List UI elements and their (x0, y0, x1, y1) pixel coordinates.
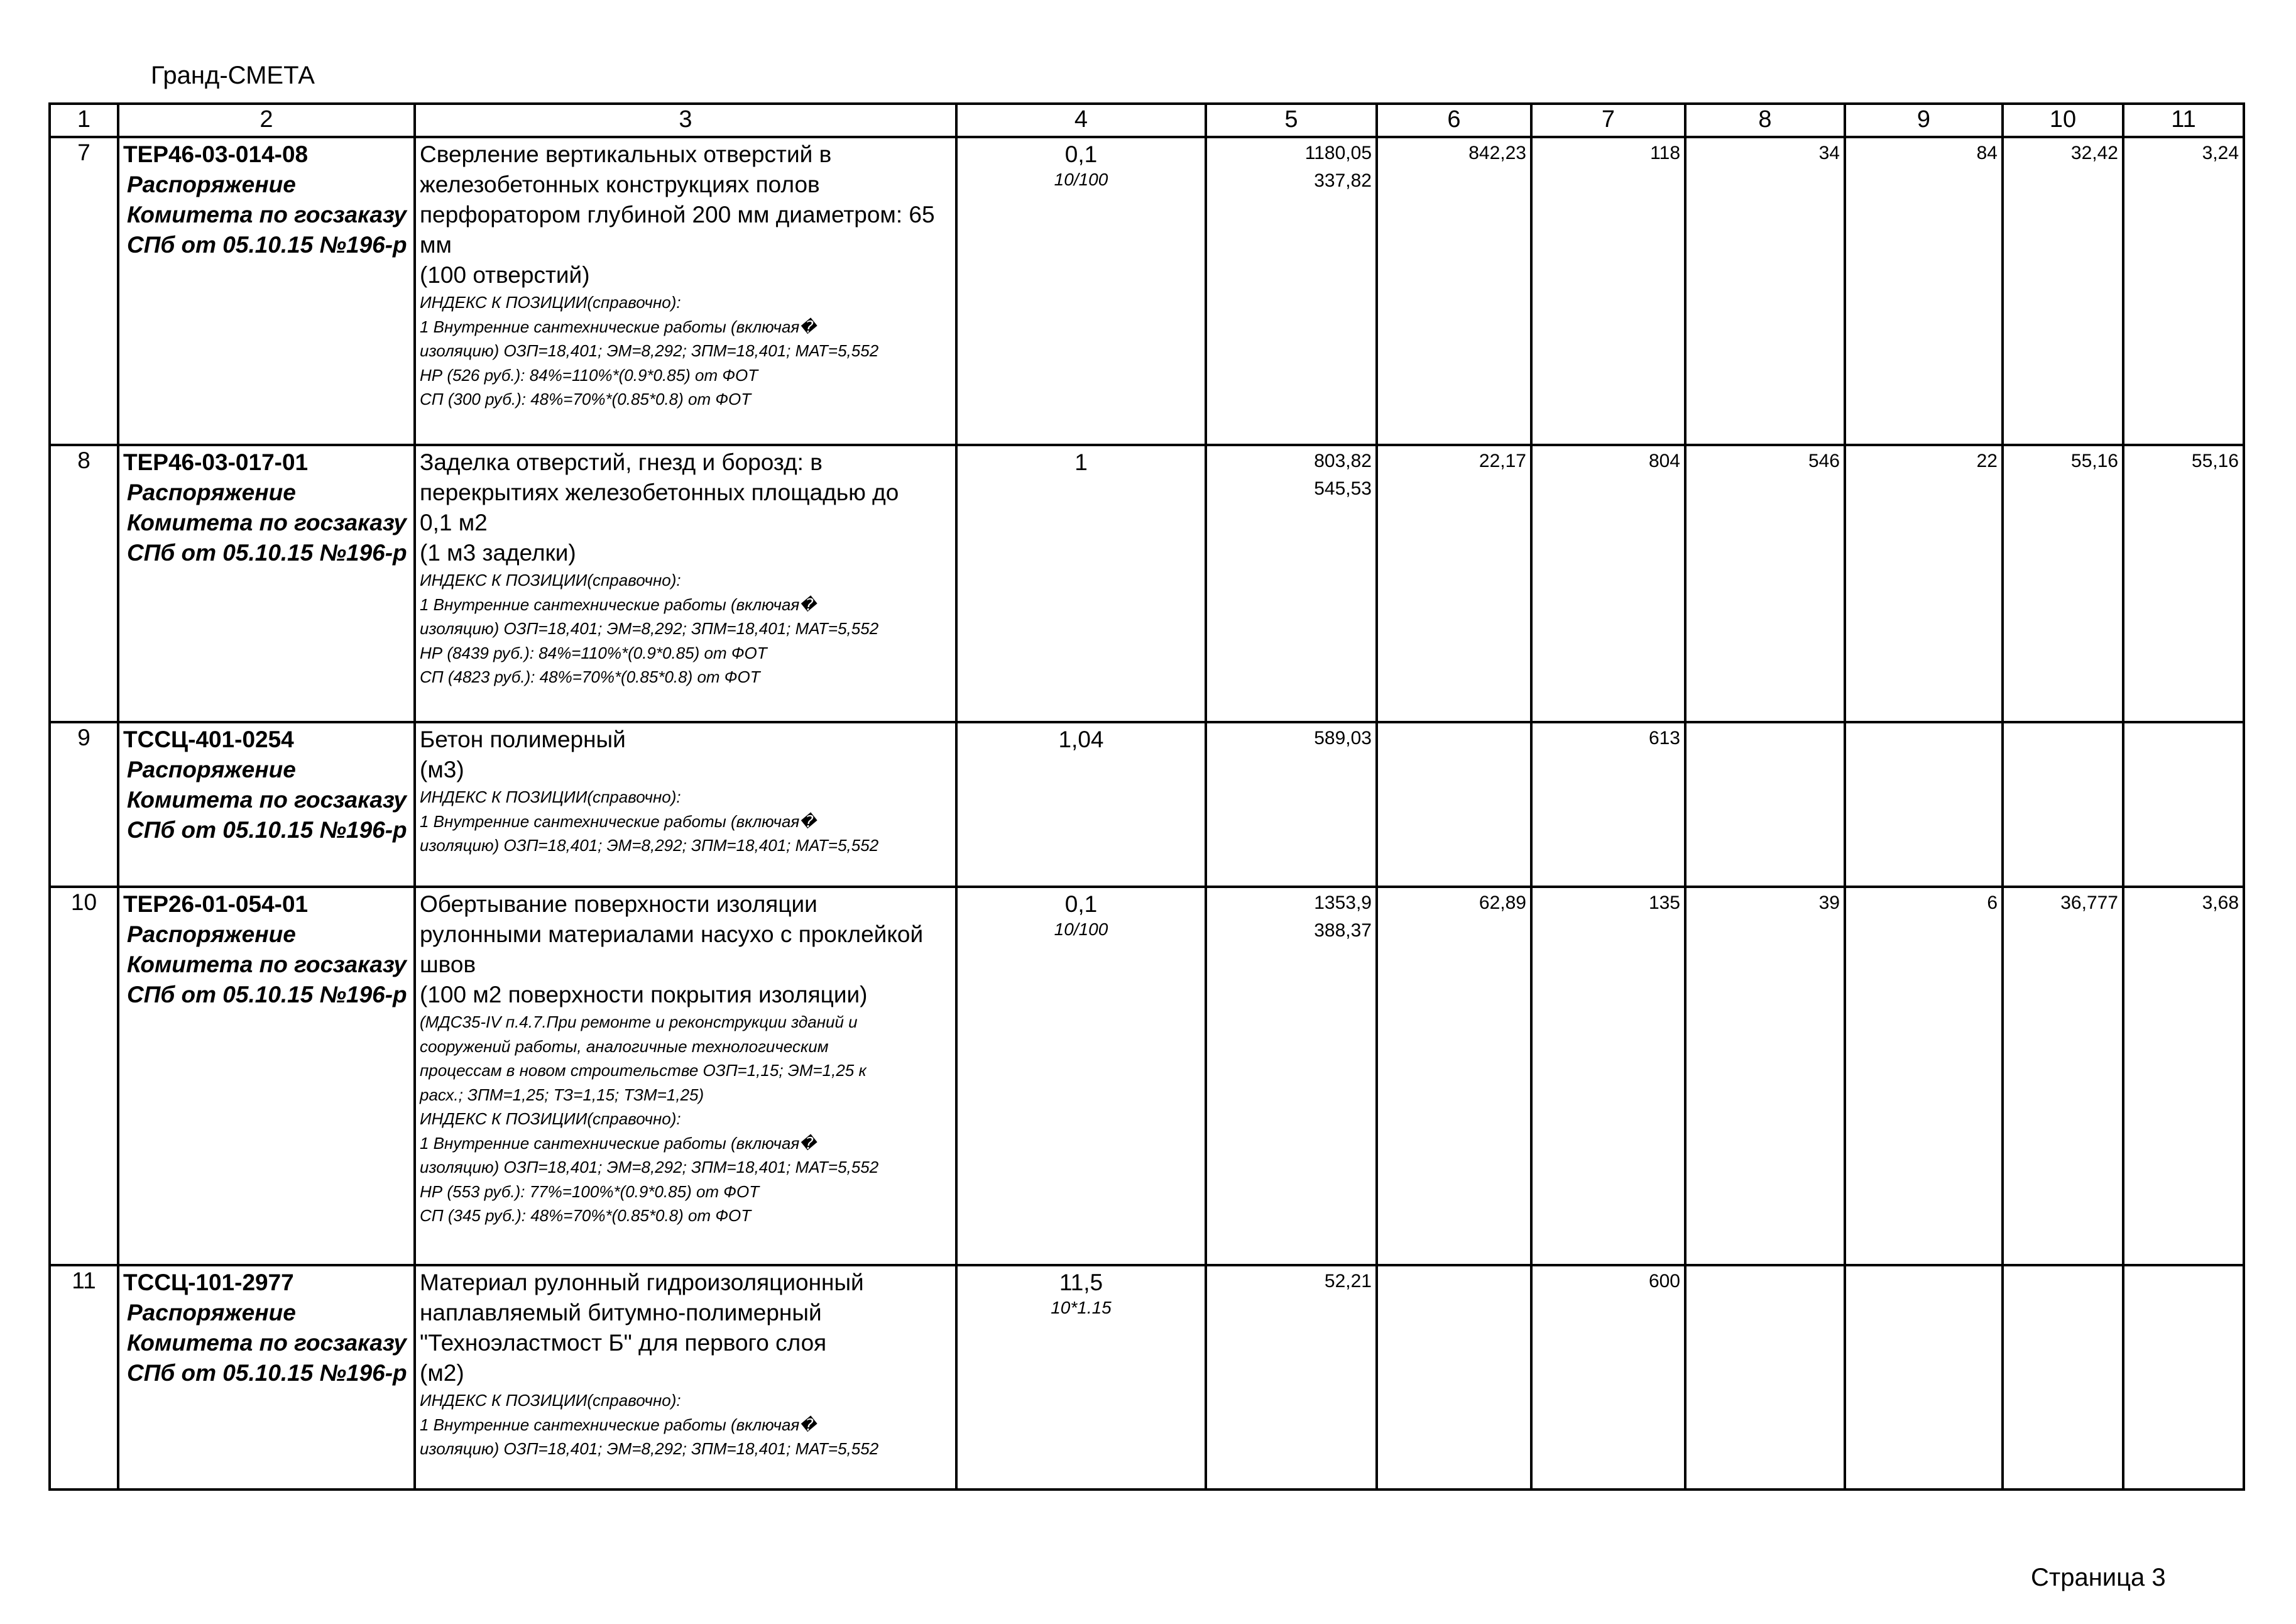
description-line: швов (420, 952, 476, 977)
unit-cost-cell (1206, 137, 1377, 445)
rate-code: ТЕР46-03-014-08 (123, 141, 309, 167)
value-c10: 36,777 (2003, 887, 2123, 1265)
description-line: (1 м3 заделки) (420, 540, 576, 566)
column-header: 10 (2003, 104, 2123, 137)
quantity: 1 (1074, 449, 1088, 475)
quantity: 1,04 (1058, 727, 1104, 752)
value-c11: 3,24 (2123, 137, 2244, 445)
value-c6 (1377, 722, 1531, 887)
description-line: Сверление вертикальных отверстий в (420, 141, 832, 167)
rate-code: ТЕР26-01-054-01 (123, 891, 309, 917)
index-note-line: изоляцию) ОЗП=18,401; ЭМ=8,292; ЗПМ=18,401; МАТ=5,552 (420, 836, 879, 855)
value-c9: 22 (1845, 445, 2003, 722)
index-note-line: изоляцию) ОЗП=18,401; ЭМ=8,292; ЗПМ=18,401; МАТ=5,552 (420, 619, 879, 638)
basis-line: СПб от 05.10.15 №196-р (127, 817, 407, 843)
quantity-formula: 10/100 (1054, 170, 1108, 189)
index-note-line: 1 Внутренние сантехнические работы (включая� (420, 811, 816, 831)
description-line: Материал рулонный гидроизоляционный (420, 1270, 864, 1295)
description-line: рулонными материалами насухо с проклейкой (420, 921, 924, 947)
value-c7: 613 (1531, 722, 1685, 887)
value-c7: 118 (1531, 137, 1685, 445)
value-c11 (2123, 1265, 2244, 1490)
table-row (50, 887, 2244, 1265)
basis-line: СПб от 05.10.15 №196-р (127, 1360, 407, 1386)
basis-line: Распоряжение (127, 1300, 296, 1325)
value-c11 (2123, 722, 2244, 887)
basis-line: Комитета по госзаказу (127, 202, 407, 228)
column-header: 3 (415, 104, 956, 137)
column-header: 9 (1845, 104, 2003, 137)
index-note-line: расх.; ЗПМ=1,25; ТЗ=1,15; ТЗМ=1,25) (420, 1085, 704, 1104)
index-note-line: 1 Внутренние сантехнические работы (включая� (420, 595, 816, 614)
unit-cost-value: 589,03 (1314, 728, 1372, 749)
value-c6: 842,23 (1377, 137, 1531, 445)
rate-code-cell (118, 137, 415, 445)
value-c7: 600 (1531, 1265, 1685, 1490)
value-c8: 39 (1685, 887, 1845, 1265)
unit-cost-cell (1206, 887, 1377, 1265)
value-c9: 6 (1845, 887, 2003, 1265)
description-line: (100 м2 поверхности покрытия изоляции) (420, 982, 868, 1007)
value-c6: 22,17 (1377, 445, 1531, 722)
column-header: 1 (50, 104, 118, 137)
description-line: Заделка отверстий, гнезд и борозд: в (420, 449, 823, 475)
app-title: Гранд-СМЕТА (151, 62, 315, 89)
column-header: 2 (118, 104, 415, 137)
quantity-cell (956, 1265, 1206, 1490)
value-c6 (1377, 1265, 1531, 1490)
index-note-line: изоляцию) ОЗП=18,401; ЭМ=8,292; ЗПМ=18,401; МАТ=5,552 (420, 341, 879, 360)
table-row (50, 1265, 2244, 1490)
description-line: наплавляемый битумно-полимерный (420, 1300, 822, 1325)
unit-cost-value: 388,37 (1314, 920, 1372, 941)
unit-cost-value: 1180,05 (1304, 143, 1372, 163)
value-c8: 34 (1685, 137, 1845, 445)
index-note-line: 1 Внутренние сантехнические работы (включая� (420, 1415, 816, 1434)
index-note-line: (МДС35-IV п.4.7.При ремонте и реконструкции зданий и (420, 1012, 858, 1031)
index-note-line: НР (526 руб.): 84%=110%*(0.9*0.85) от ФОТ (420, 365, 758, 385)
position-number: 9 (50, 722, 118, 887)
basis-line: СПб от 05.10.15 №196-р (127, 982, 407, 1007)
description-line: "Техноэластмост Б" для первого слоя (420, 1330, 827, 1356)
basis-line: Комитета по госзаказу (127, 1330, 407, 1356)
column-header: 4 (956, 104, 1206, 137)
unit-cost-cell (1206, 722, 1377, 887)
basis-line: СПб от 05.10.15 №196-р (127, 540, 407, 566)
index-note-line: ИНДЕКС К ПОЗИЦИИ(справочно): (420, 787, 681, 806)
index-note-line: СП (4823 руб.): 48%=70%*(0.85*0.8) от ФОТ (420, 667, 760, 686)
index-note-line: СП (345 руб.): 48%=70%*(0.85*0.8) от ФОТ (420, 1206, 752, 1225)
basis-line: СПб от 05.10.15 №196-р (127, 232, 407, 258)
quantity-formula: 10*1.15 (1051, 1298, 1112, 1317)
value-c11: 55,16 (2123, 445, 2244, 722)
value-c8 (1685, 1265, 1845, 1490)
rate-code: ТССЦ-401-0254 (123, 727, 294, 752)
quantity-cell (956, 445, 1206, 722)
description-line: мм (420, 232, 452, 258)
column-header: 6 (1377, 104, 1531, 137)
unit-cost-cell (1206, 445, 1377, 722)
position-number: 11 (50, 1265, 118, 1490)
work-description (415, 1265, 956, 1490)
rate-code: ТЕР46-03-017-01 (123, 449, 309, 475)
index-note-line: изоляцию) ОЗП=18,401; ЭМ=8,292; ЗПМ=18,401; МАТ=5,552 (420, 1158, 879, 1177)
description-line: (м2) (420, 1360, 464, 1386)
basis-line: Комитета по госзаказу (127, 510, 407, 535)
index-note-line: ИНДЕКС К ПОЗИЦИИ(справочно): (420, 293, 681, 312)
basis-line: Распоряжение (127, 757, 296, 782)
basis-line: Комитета по госзаказу (127, 952, 407, 977)
index-note-line: процессам в новом строительстве ОЗП=1,15; ЭМ=1,25 к (420, 1061, 866, 1080)
description-line: перекрытиях железобетонных площадью до (420, 480, 899, 505)
column-header-row (50, 104, 2244, 137)
quantity-formula: 10/100 (1054, 919, 1108, 939)
rate-code: ТССЦ-101-2977 (123, 1270, 294, 1295)
unit-cost-cell (1206, 1265, 1377, 1490)
index-note-line: 1 Внутренние сантехнические работы (включая� (420, 1133, 816, 1153)
table-row (50, 137, 2244, 445)
value-c8: 546 (1685, 445, 1845, 722)
quantity: 11,5 (1059, 1270, 1103, 1295)
quantity: 0,1 (1064, 891, 1098, 917)
quantity: 0,1 (1064, 141, 1098, 167)
index-note-line: изоляцию) ОЗП=18,401; ЭМ=8,292; ЗПМ=18,401; МАТ=5,552 (420, 1439, 879, 1458)
description-line: Бетон полимерный (420, 727, 626, 752)
description-line: перфоратором глубиной 200 мм диаметром: 65 (420, 202, 935, 228)
rate-code-cell (118, 1265, 415, 1490)
value-c10 (2003, 722, 2123, 887)
value-c10: 32,42 (2003, 137, 2123, 445)
quantity-cell (956, 887, 1206, 1265)
work-description (415, 137, 956, 445)
basis-line: Распоряжение (127, 921, 296, 947)
rate-code-cell (118, 722, 415, 887)
work-description (415, 722, 956, 887)
page-number: Страница 3 (2031, 1564, 2166, 1591)
value-c9 (1845, 722, 2003, 887)
description-line: (м3) (420, 757, 464, 782)
position-number: 7 (50, 137, 118, 445)
index-note-line: ИНДЕКС К ПОЗИЦИИ(справочно): (420, 1391, 681, 1410)
value-c7: 804 (1531, 445, 1685, 722)
quantity-cell (956, 137, 1206, 445)
value-c11: 3,68 (2123, 887, 2244, 1265)
index-note-line: СП (300 руб.): 48%=70%*(0.85*0.8) от ФОТ (420, 390, 752, 409)
value-c10: 55,16 (2003, 445, 2123, 722)
basis-line: Распоряжение (127, 172, 296, 197)
work-description (415, 887, 956, 1265)
unit-cost-value: 545,53 (1314, 478, 1372, 499)
basis-line: Распоряжение (127, 480, 296, 505)
column-header: 7 (1531, 104, 1685, 137)
rate-code-cell (118, 887, 415, 1265)
rate-code-cell (118, 445, 415, 722)
index-note-line: НР (553 руб.): 77%=100%*(0.9*0.85) от ФОТ (420, 1182, 760, 1201)
value-c10 (2003, 1265, 2123, 1490)
unit-cost-value: 52,21 (1324, 1271, 1372, 1292)
index-note-line: ИНДЕКС К ПОЗИЦИИ(справочно): (420, 571, 681, 590)
table-row (50, 445, 2244, 722)
index-note-line: ИНДЕКС К ПОЗИЦИИ(справочно): (420, 1109, 681, 1128)
unit-cost-value: 803,82 (1314, 451, 1372, 471)
basis-line: Комитета по госзаказу (127, 787, 407, 813)
description-line: Обертывание поверхности изоляции (420, 891, 817, 917)
value-c9: 84 (1845, 137, 2003, 445)
column-header: 8 (1685, 104, 1845, 137)
value-c9 (1845, 1265, 2003, 1490)
unit-cost-value: 1353,9 (1314, 892, 1372, 913)
description-line: 0,1 м2 (420, 510, 488, 535)
unit-cost-value: 337,82 (1314, 170, 1372, 191)
column-header: 5 (1206, 104, 1377, 137)
index-note-line: НР (8439 руб.): 84%=110%*(0.9*0.85) от ФОТ (420, 643, 767, 662)
position-number: 8 (50, 445, 118, 722)
description-line: (100 отверстий) (420, 262, 590, 288)
column-header: 11 (2123, 104, 2244, 137)
table-row (50, 722, 2244, 887)
index-note-line: 1 Внутренние сантехнические работы (включая� (420, 317, 816, 336)
value-c8 (1685, 722, 1845, 887)
value-c7: 135 (1531, 887, 1685, 1265)
position-number: 10 (50, 887, 118, 1265)
description-line: железобетонных конструкциях полов (420, 172, 820, 197)
estimate-table (48, 102, 2245, 1491)
index-note-line: сооружений работы, аналогичные технологическим (420, 1036, 829, 1056)
quantity-cell (956, 722, 1206, 887)
value-c6: 62,89 (1377, 887, 1531, 1265)
work-description (415, 445, 956, 722)
